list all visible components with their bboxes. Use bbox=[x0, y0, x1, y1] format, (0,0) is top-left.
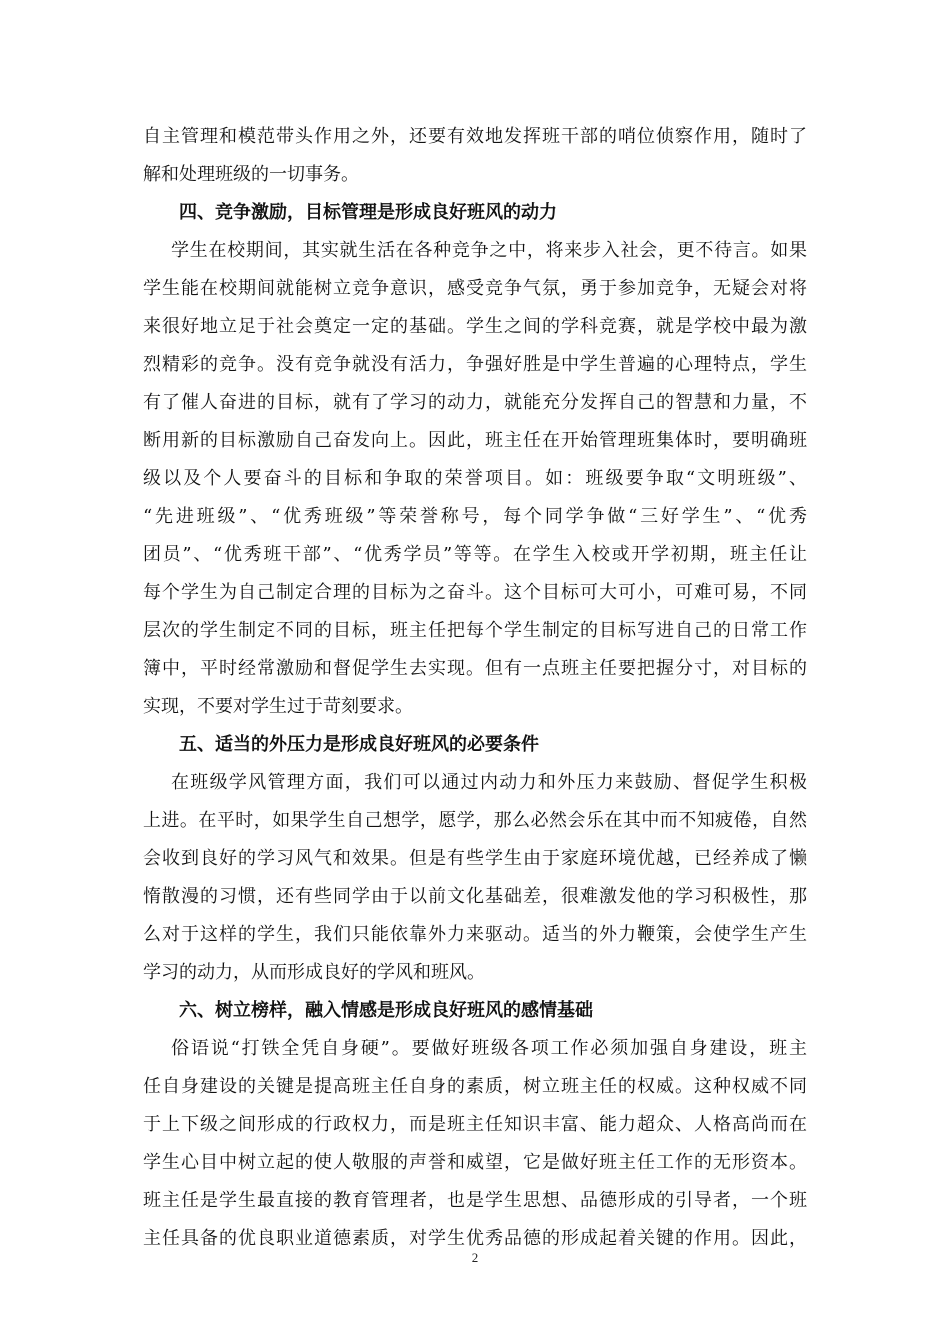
section-heading: 六、树立榜样，融入情感是形成良好班风的感情基础 bbox=[179, 1000, 593, 1021]
paragraph-last-line: 学习的动力，从而形成良好的学风和班风。 bbox=[143, 962, 485, 983]
text-line: 自主管理和模范带头作用之外，还要有效地发挥班干部的哨位侦察作用，随时了 bbox=[143, 126, 807, 147]
paragraph-last-line: 实现，不要对学生过于苛刻要求。 bbox=[143, 696, 413, 717]
text-line: 学生能在校期间就能树立竞争意识，感受竞争气氛，勇于参加竞争，无疑会对将 bbox=[143, 278, 807, 299]
paragraph-first-line: 学生在校期间，其实就生活在各种竞争之中，将来步入社会，更不待言。如果 bbox=[171, 240, 807, 261]
text-line: 烈精彩的竞争。没有竞争就没有活力，争强好胜是中学生普遍的心理特点，学生 bbox=[143, 354, 807, 375]
text-line: 会收到良好的学习风气和效果。但是有些学生由于家庭环境优越，已经养成了懒 bbox=[143, 848, 807, 869]
text-line: 团员”、“优秀班干部”、“优秀学员”等等。在学生入校或开学初期，班主任让 bbox=[143, 544, 807, 565]
paragraph-first-line: 俗语说“打铁全凭自身硬”。要做好班级各项工作必须加强自身建设，班主 bbox=[171, 1038, 807, 1059]
text-line: 级以及个人要奋斗的目标和争取的荣誉项目。如：班级要争取“文明班级”、 bbox=[143, 468, 807, 489]
paragraph-last-line: 解和处理班级的一切事务。 bbox=[143, 164, 359, 185]
section-heading: 五、适当的外压力是形成良好班风的必要条件 bbox=[179, 734, 539, 755]
text-line: 来很好地立足于社会奠定一定的基础。学生之间的学科竞赛，就是学校中最为激 bbox=[143, 316, 807, 337]
text-line: 于上下级之间形成的行政权力，而是班主任知识丰富、能力超众、人格高尚而在 bbox=[143, 1114, 807, 1135]
body-text bbox=[143, 118, 807, 1258]
text-line: 每个学生为自己制定合理的目标为之奋斗。这个目标可大可小，可难可易，不同 bbox=[143, 582, 807, 603]
page-number: 2 bbox=[471, 1250, 479, 1265]
text-line: 主任具备的优良职业道德素质，对学生优秀品德的形成起着关键的作用。因此， bbox=[143, 1228, 807, 1249]
text-line: 惰散漫的习惯，还有些同学由于以前文化基础差，很难激发他的学习积极性，那 bbox=[143, 886, 807, 907]
text-line: 簿中，平时经常激励和督促学生去实现。但有一点班主任要把握分寸，对目标的 bbox=[143, 658, 807, 679]
text-line: 断用新的目标激励自己奋发向上。因此，班主任在开始管理班集体时，要明确班 bbox=[143, 430, 807, 451]
text-line: 上进。在平时，如果学生自己想学，愿学，那么必然会乐在其中而不知疲倦，自然 bbox=[143, 810, 807, 831]
text-line: 任自身建设的关键是提高班主任自身的素质，树立班主任的权威。这种权威不同 bbox=[143, 1076, 807, 1097]
section-heading: 四、竞争激励，目标管理是形成良好班风的动力 bbox=[179, 202, 557, 223]
text-line: 层次的学生制定不同的目标，班主任把每个学生制定的目标写进自己的日常工作 bbox=[143, 620, 807, 641]
text-line: 学生心目中树立起的使人敬服的声誉和威望，它是做好班主任工作的无形资本。 bbox=[143, 1152, 807, 1173]
text-line: 班主任是学生最直接的教育管理者，也是学生思想、品德形成的引导者，一个班 bbox=[143, 1190, 807, 1211]
text-line: “先进班级”、“优秀班级”等荣誉称号，每个同学争做“三好学生”、“优秀 bbox=[143, 506, 807, 527]
text-line: 么对于这样的学生，我们只能依靠外力来驱动。适当的外力鞭策，会使学生产生 bbox=[143, 924, 807, 945]
text-line: 有了催人奋进的目标，就有了学习的动力，就能充分发挥自己的智慧和力量，不 bbox=[143, 392, 807, 413]
paragraph-first-line: 在班级学风管理方面，我们可以通过内动力和外压力来鼓励、督促学生积极 bbox=[171, 772, 807, 793]
